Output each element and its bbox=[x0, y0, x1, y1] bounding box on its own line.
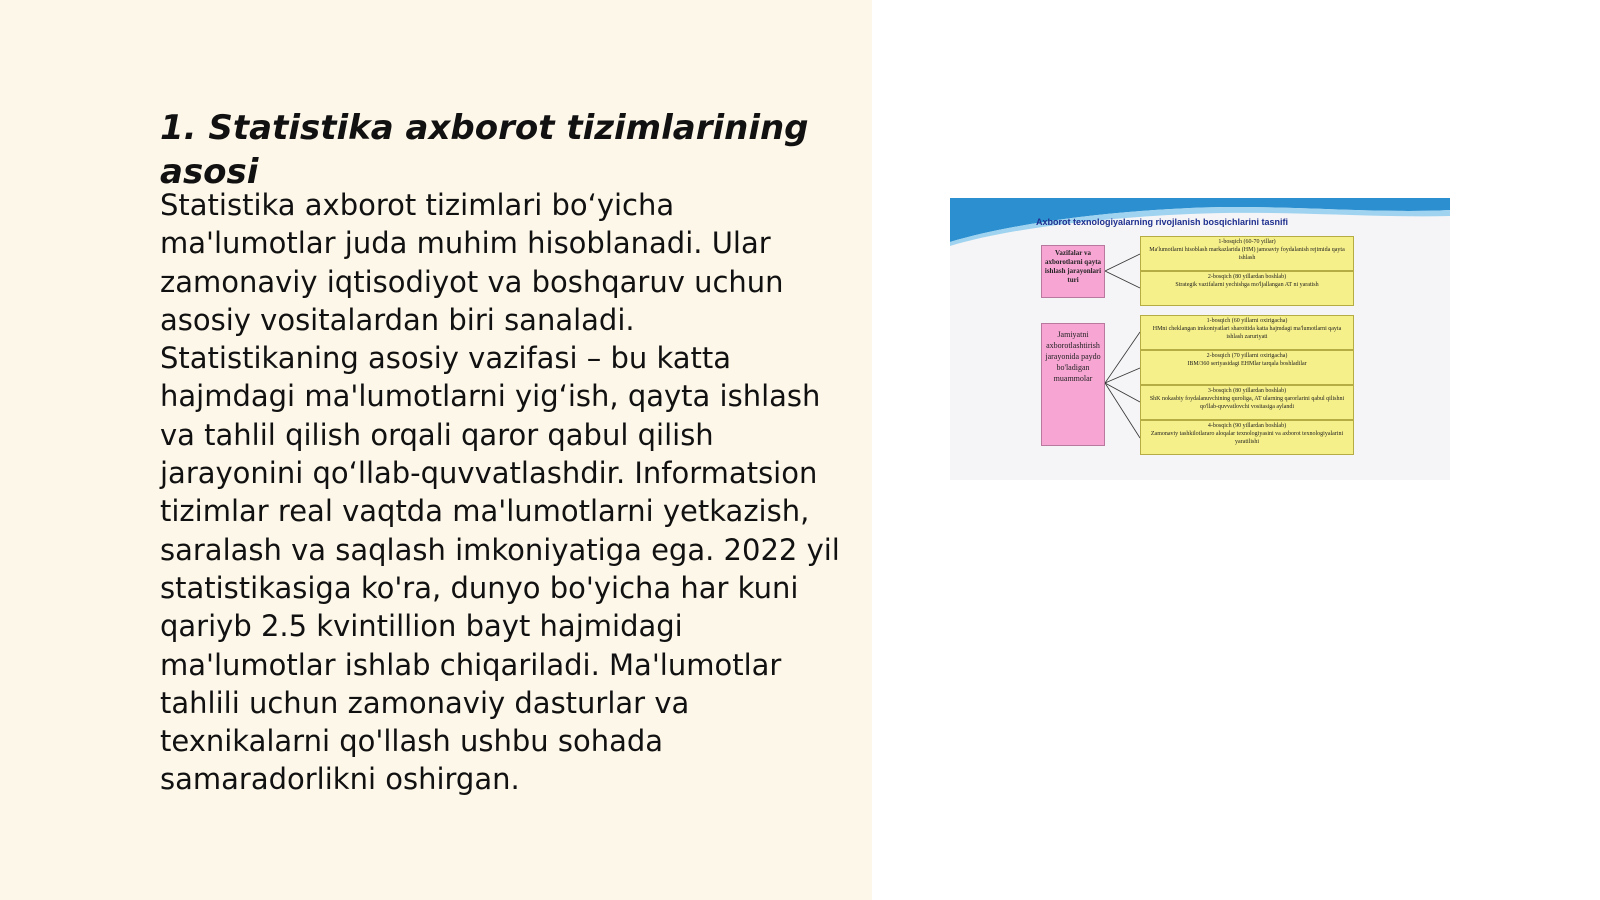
classification-diagram-image bbox=[950, 198, 1450, 480]
stage-box bbox=[1140, 271, 1354, 306]
stage-box bbox=[1140, 315, 1354, 350]
stage-box bbox=[1140, 420, 1354, 455]
stage-title: 2-bosqich (80 yillardan boshlab) bbox=[1207, 274, 1287, 280]
stage-title: 1-bosqich (60-70 yillar) bbox=[1218, 239, 1276, 245]
slide-body-text: Statistika axborot tizimlari bo‘yicha ma'lumotlar juda muhim hisoblanadi. Ular zamonaviy iqtisodiyot va boshqaruv uchun asosiy vositalardan biri sanaladi. Statistikaning asosiy vazifasi – bu katta hajmdagi ma'lumotlarni yig‘ish, qayta ishlash va tahlil qilish orqali qaror qabul qilish jarayonini qo‘llab-quvvatlashdir. Informatsion tizimlar real vaqtda ma'lumotlarni yetkazish, saralash va saqlash imkoniyatiga ega. 2022 yil statistikasiga ko'ra, dunyo bo'yicha har kuni qariyb 2.5 kvintillion bayt hajmidagi ma'lumotlar ishlab chiqariladi. Ma'lumotlar tahlili uchun zamonaviy dasturlar va texnikalarni qo'llash ushbu sohada samaradorlikni oshirgan. bbox=[160, 188, 840, 797]
group-label: Vazifalar va axborotlarni qayta ishlash jarayonlari turi bbox=[1044, 249, 1102, 284]
group-label: Jamiyatni axborotlashtirish jarayonida paydo bo'ladigan muammolar bbox=[1045, 330, 1101, 383]
stage-title: 1-bosqich (60 yillarni oxirigacha) bbox=[1206, 318, 1288, 324]
stage-box bbox=[1140, 385, 1354, 420]
stage-text: ShK nokasbiy foydalanuvchining quroliga, AT ularning qarorlarini qabul qilishni qo'llab-quvvatlovchi vositasiga aylandi bbox=[1149, 396, 1345, 410]
stage-text: IBM/360 seriyasidagi EHMlar tarqala boshladilar bbox=[1187, 361, 1307, 367]
diagram-heading: Axborot texnologiyalarning rivojlanish bosqichlarini tasnifi bbox=[1036, 217, 1289, 227]
stage-title: 4-bosqich (90 yillardan boshlab) bbox=[1207, 423, 1287, 429]
stage-box bbox=[1140, 236, 1354, 271]
slide-title: 1. Statistika axborot tizimlarining asosi bbox=[160, 108, 809, 192]
stage-text: Zamonaviy tashkilotlararo aloqalar texnologiyasini va axborot texnologiyalarini yaratilishi bbox=[1150, 431, 1344, 445]
stage-title: 2-bosqich (70 yillarni oxirigacha) bbox=[1206, 353, 1288, 359]
stage-title: 3-bosqich (80 yillardan boshlab) bbox=[1207, 388, 1287, 394]
stage-text: Strategik vazifalarni yechishga mo'ljallangan AT ni yaratish bbox=[1175, 282, 1319, 288]
stage-text: Ma'lumotlarni hisoblash markazlarida (HM) jamoaviy foydalanish rejimida qayta ishlash bbox=[1149, 247, 1345, 261]
group-box-problems bbox=[1041, 323, 1105, 446]
stage-box bbox=[1140, 350, 1354, 385]
stage-text: HMni cheklangan imkoniyatlari sharoitida katta hajmdagi ma'lumotlarni qayta ishlash zaruriyati bbox=[1152, 326, 1342, 340]
connector-lines bbox=[1105, 254, 1140, 438]
group-box-tasks bbox=[1041, 245, 1105, 298]
